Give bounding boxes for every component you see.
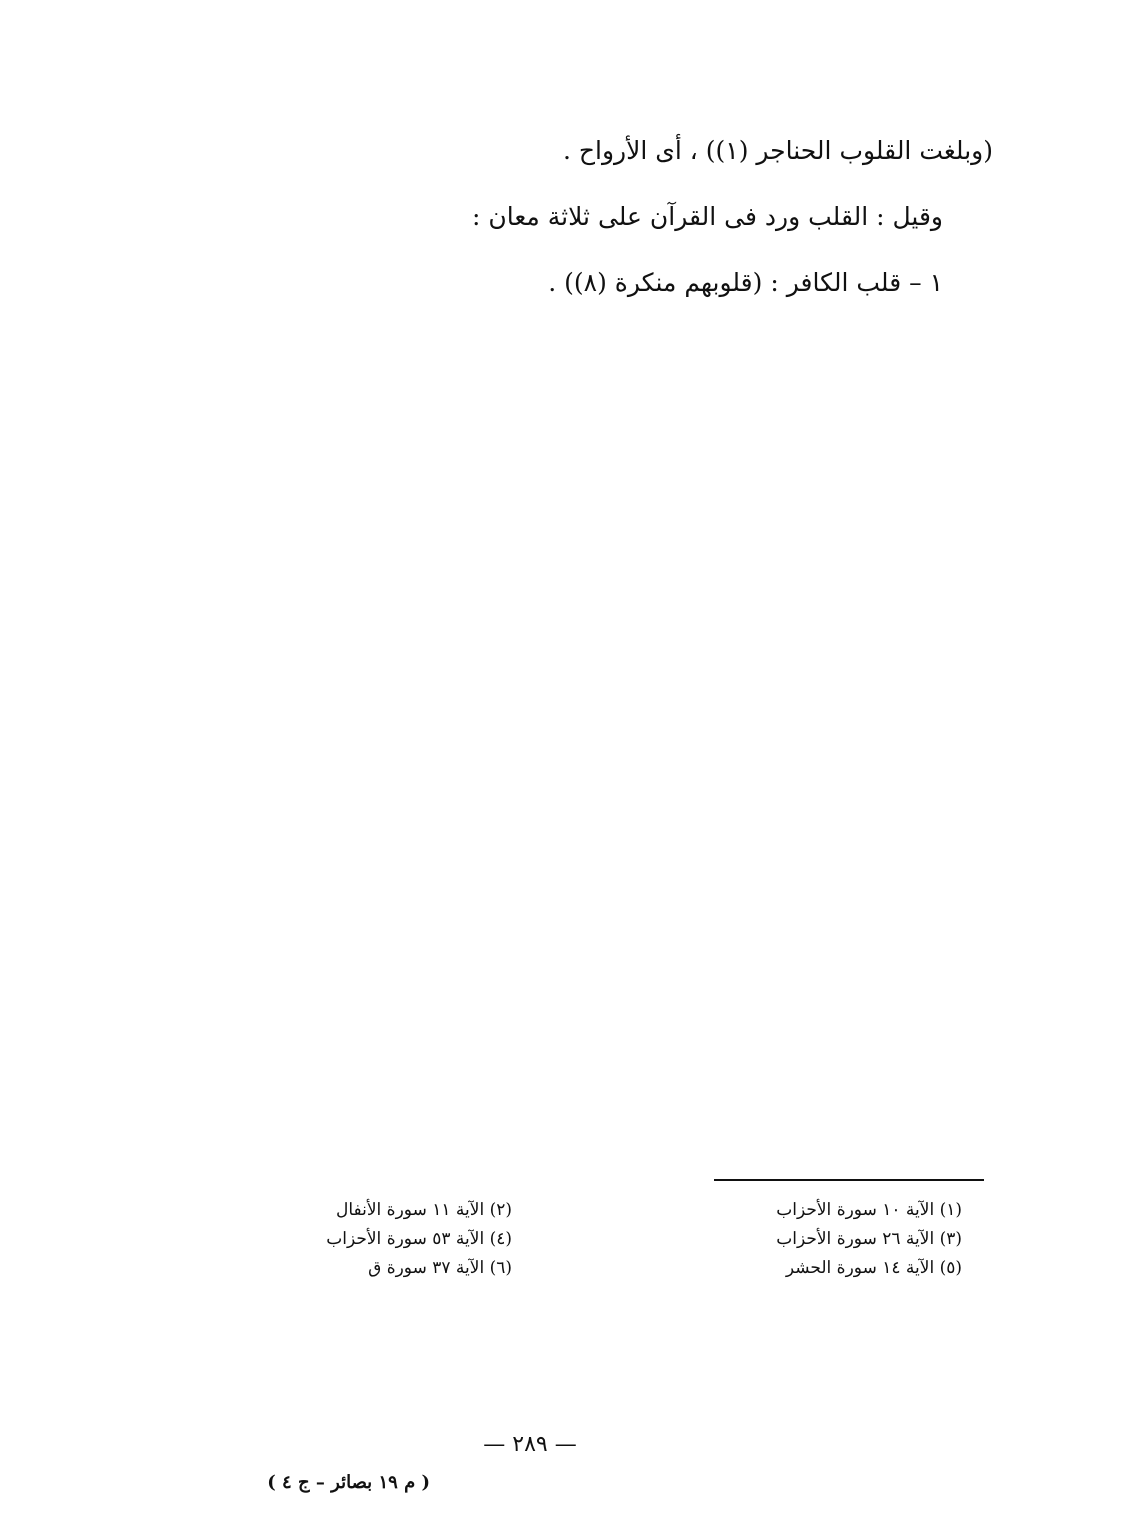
body-paragraph: ١ – قلب الكافر : (قلوبهم منكرة (٨)) . bbox=[548, 268, 943, 297]
footnotes-left-column bbox=[250, 1196, 512, 1283]
footnote: (٢) الآية ١١ سورة الأنفال bbox=[336, 1200, 512, 1220]
footnote: (٣) الآية ٢٦ سورة الأحزاب bbox=[776, 1229, 962, 1249]
footnote: (٥) الآية ١٤ سورة الحشر bbox=[785, 1258, 962, 1278]
main-text bbox=[125, 118, 993, 316]
body-paragraph: (وبلغت القلوب الحناجر (١)) ، أى الأرواح . bbox=[562, 136, 993, 165]
page-number: — ٢٨٩ — bbox=[483, 1432, 577, 1457]
footnotes-right-column bbox=[700, 1196, 962, 1283]
body-paragraph: وقيل : القلب ورد فى القرآن على ثلاثة معان : bbox=[472, 202, 943, 231]
footnote-divider bbox=[714, 1179, 984, 1181]
footnote: (٤) الآية ٥٣ سورة الأحزاب bbox=[326, 1229, 512, 1249]
footnote: (٦) الآية ٣٧ سورة ق bbox=[368, 1258, 512, 1278]
printer-signature: ( م ١٩ بصائر – ج ٤ ) bbox=[267, 1472, 430, 1493]
footnote: (١) الآية ١٠ سورة الأحزاب bbox=[776, 1200, 962, 1220]
